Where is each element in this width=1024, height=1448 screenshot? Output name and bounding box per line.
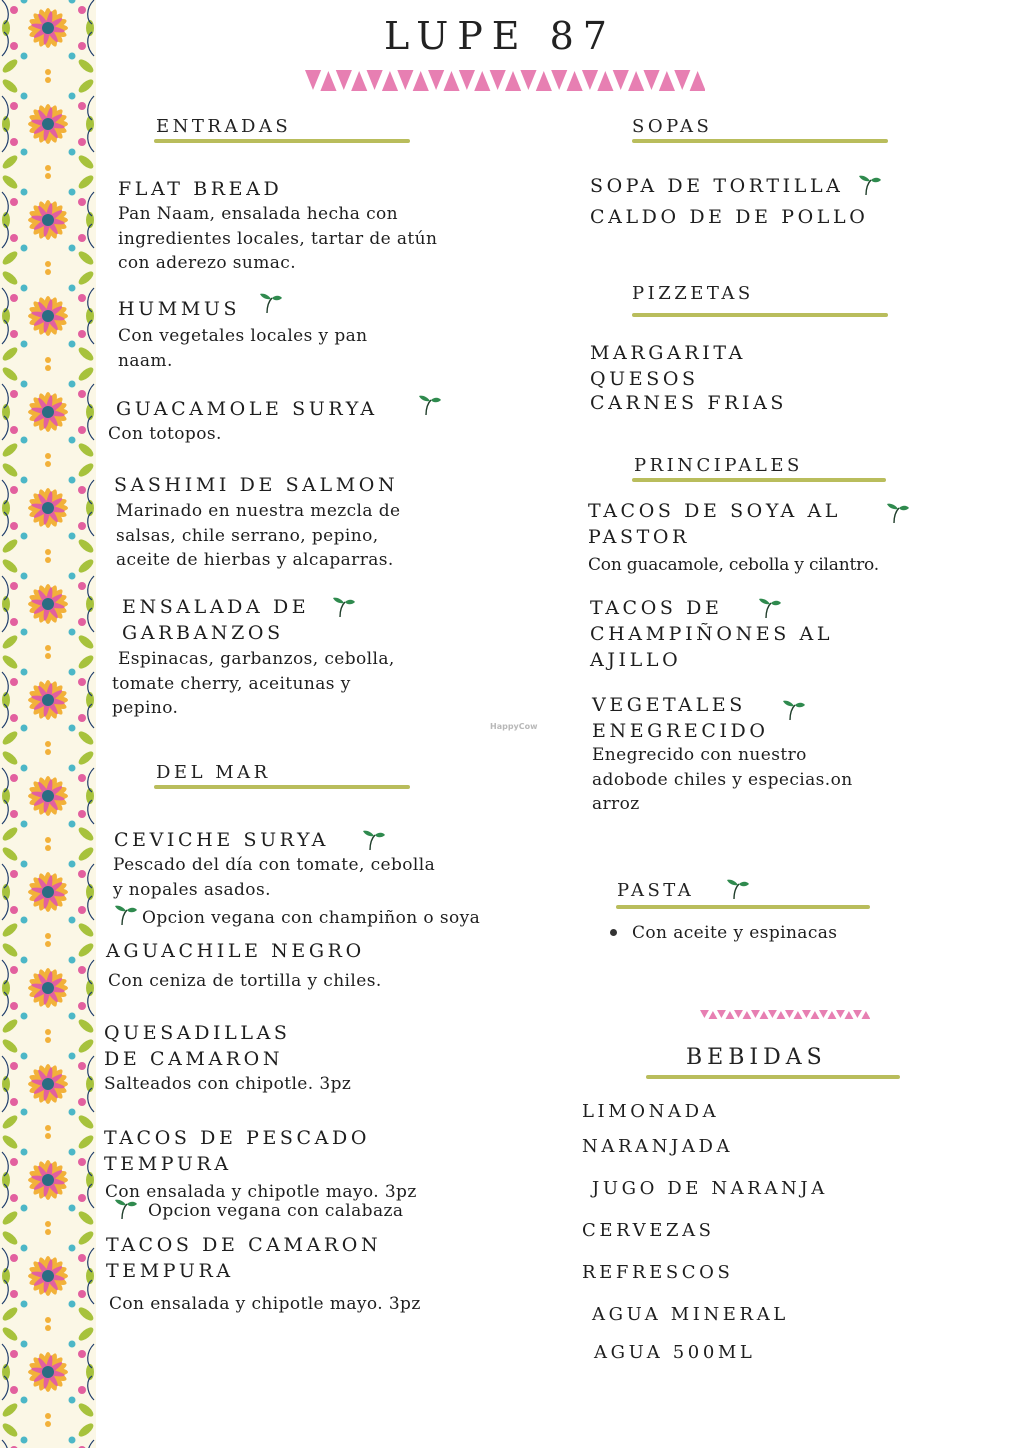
sprout-icon [418, 394, 442, 416]
drink-refrescos: REFRESCOS [582, 1262, 734, 1283]
menu-item-guacamole-surya: GUACAMOLE SURYA [116, 398, 378, 420]
item-description: Pan Naam, ensalada hecha con ingredientes locales, tartar de atún con aderezo sumac. [118, 204, 438, 273]
menu-item-tacos-de-soya-al-pastor: TACOS DE SOYA AL PASTOR [588, 500, 842, 548]
item-description: Con totopos. [108, 424, 222, 444]
menu-item-margarita: MARGARITA [590, 342, 746, 364]
menu-item-quesos: QUESOS [590, 368, 699, 390]
item-description: Con ensalada y chipotle mayo. 3pz [109, 1294, 421, 1314]
item-description: Con vegetales locales y pan naam. [118, 326, 368, 371]
sprout-icon [332, 596, 356, 618]
section-rule [632, 313, 888, 317]
drink-naranjada: NARANJADA [582, 1136, 734, 1157]
sprout-icon [858, 174, 882, 196]
sprout-icon [782, 699, 806, 721]
item-description: Marinado en nuestra mezcla de salsas, chile serrano, pepino, aceite de hierbas y alcaparras. [116, 501, 401, 570]
item-description: Con ceniza de tortilla y chiles. [108, 971, 382, 991]
menu-item-tacos-de-champinones-al-ajillo: TACOS DE CHAMPIÑONES AL AJILLO [590, 597, 834, 671]
section-heading-entradas: ENTRADAS [156, 116, 292, 137]
section-heading-pasta: PASTA [617, 880, 695, 901]
section-heading-pizzetas: PIZZETAS [632, 283, 754, 304]
menu-item-caldo-de-pollo: CALDO DE DE POLLO [590, 206, 869, 228]
menu-item-vegetales-enegrecido: VEGETALES ENEGRECIDO [592, 694, 769, 742]
vegan-option-note: Opcion vegana con champiñon o soya [142, 908, 481, 928]
item-description: Con ensalada y chipotle mayo. 3pz [105, 1182, 417, 1202]
menu-item-sopa-de-tortilla: SOPA DE TORTILLA [590, 175, 844, 197]
menu-item-sashimi-de-salmon: SASHIMI DE SALMON [114, 474, 399, 496]
section-heading-bebidas: BEBIDAS [686, 1045, 827, 1070]
pink-triangle-band-small [700, 1008, 870, 1020]
item-description: Salteados con chipotle. 3pz [104, 1074, 352, 1094]
vegan-option-note: Opcion vegana con calabaza [148, 1201, 404, 1221]
drink-limonada: LIMONADA [582, 1101, 720, 1122]
menu-item-carnes-frias: CARNES FRIAS [590, 392, 788, 414]
section-heading-sopas: SOPAS [632, 116, 713, 137]
section-rule [632, 478, 886, 482]
sprout-icon [758, 597, 782, 619]
item-description: Espinacas, garbanzos, cebolla, tomate cherry, aceitunas y pepino. [112, 649, 395, 718]
drink-agua-500ml: AGUA 500ML [594, 1342, 756, 1363]
menu-item-tacos-de-camaron-tempura: TACOS DE CAMARON TEMPURA [106, 1234, 382, 1282]
pink-triangle-band-top [305, 68, 705, 92]
menu-item-hummus: HUMMUS [118, 298, 241, 320]
menu-item-ensalada-de-garbanzos: ENSALADA DE GARBANZOS [122, 596, 310, 644]
drink-cervezas: CERVEZAS [582, 1220, 715, 1241]
drink-jugo-de-naranja: JUGO DE NARANJA [592, 1178, 828, 1199]
bullet-dot [610, 929, 617, 936]
menu-item-aguachile-negro: AGUACHILE NEGRO [106, 940, 365, 962]
floral-border [0, 0, 96, 1448]
item-description: Con guacamole, cebolla y cilantro. [588, 555, 879, 575]
item-description: Enegrecido con nuestro adobode chiles y especias.on arroz [592, 745, 853, 814]
section-rule [646, 1075, 900, 1079]
menu-item-tacos-de-pescado-tempura: TACOS DE PESCADO TEMPURA [104, 1127, 371, 1175]
menu-item-ceviche-surya: CEVICHE SURYA [114, 829, 329, 851]
sprout-icon [114, 1198, 138, 1220]
sprout-icon [259, 292, 283, 314]
section-heading-del-mar: DEL MAR [156, 762, 271, 783]
menu-item-quesadillas-de-camaron: QUESADILLAS DE CAMARON [104, 1022, 291, 1070]
menu-item-flat-bread: FLAT BREAD [118, 178, 283, 200]
restaurant-title: LUPE 87 [384, 14, 616, 58]
section-heading-principales: PRINCIPALES [634, 455, 803, 476]
sprout-icon [114, 904, 138, 926]
sprout-icon [362, 829, 386, 851]
section-rule [154, 785, 410, 789]
item-description: Pescado del día con tomate, cebolla y nopales asados. [113, 855, 436, 900]
sprout-icon [886, 502, 910, 524]
section-rule [616, 905, 870, 909]
section-rule [154, 139, 410, 143]
sprout-icon [726, 878, 750, 900]
section-rule [632, 139, 888, 143]
drink-agua-mineral: AGUA MINERAL [592, 1304, 789, 1325]
watermark: HappyCow [490, 722, 538, 731]
pasta-item: Con aceite y espinacas [632, 923, 838, 943]
